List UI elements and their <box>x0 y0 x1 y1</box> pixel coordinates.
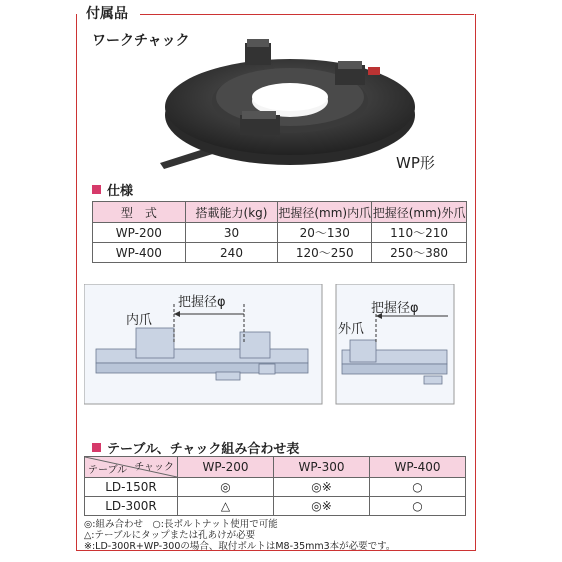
outer-jaw-label: 外爪 <box>338 322 365 337</box>
spec-cell: 240 <box>185 243 278 263</box>
section-title: 付属品 <box>84 3 134 23</box>
spec-heading <box>92 180 133 199</box>
spec-cell: WP-400 <box>93 243 186 263</box>
spec-cell: 110～210 <box>372 223 467 243</box>
spec-row <box>93 223 467 243</box>
inner-jaw-label: 内爪 <box>126 313 153 328</box>
combo-corner-cell <box>85 457 178 478</box>
combo-cell: ◎※ <box>274 478 370 497</box>
heading-bullet <box>92 185 101 194</box>
combo-row <box>85 497 466 516</box>
notes <box>84 519 395 552</box>
spec-cell: WP-200 <box>93 223 186 243</box>
spec-heading-text: 仕様 <box>107 184 134 199</box>
combo-col-header: WP-200 <box>178 457 274 478</box>
spec-cell: 20～130 <box>278 223 372 243</box>
spec-col-header: 把握径(mm)外爪 <box>372 202 467 223</box>
combo-col-header: WP-400 <box>370 457 466 478</box>
corner-table-label: テーブル <box>88 465 128 476</box>
corner-chuck-label: チャック <box>134 462 174 473</box>
spec-cell: 30 <box>185 223 278 243</box>
combo-header-row <box>85 457 466 478</box>
work-chuck-photo <box>150 35 420 175</box>
combo-row-label: LD-150R <box>85 478 178 497</box>
grip-diameter-label-right: 把握径φ <box>371 301 419 316</box>
combo-cell: ◎ <box>178 478 274 497</box>
photo-caption: ワークチャック <box>92 33 190 49</box>
combo-cell: ◎※ <box>274 497 370 516</box>
combo-heading <box>92 438 299 457</box>
combo-table <box>84 456 466 516</box>
spec-cell: 120～250 <box>278 243 372 263</box>
grip-diameter-label-left: 把握径φ <box>178 295 226 310</box>
combo-cell: ○ <box>370 478 466 497</box>
combo-col-header: WP-300 <box>274 457 370 478</box>
spec-col-header: 型 式 <box>93 202 186 223</box>
spec-row <box>93 243 467 263</box>
frame-top-line <box>140 14 474 15</box>
note-line: △:テーブルにタップまたは孔あけが必要 <box>84 530 256 541</box>
spec-table <box>92 201 467 263</box>
heading-bullet <box>92 443 101 452</box>
note-line: ※:LD-300R+WP-300の場合、取付ボルトはM8-35mm3本が必要です。 <box>84 541 396 552</box>
combo-cell: ○ <box>370 497 466 516</box>
spec-col-header: 搭載能力(kg) <box>185 202 278 223</box>
spec-header-row <box>93 202 467 223</box>
model-caption: WP形 <box>396 154 435 172</box>
combo-row <box>85 478 466 497</box>
spec-col-header: 把握径(mm)内爪 <box>278 202 372 223</box>
spec-cell: 250～380 <box>372 243 467 263</box>
note-line: ◎:組み合わせ ○:長ボルトナット使用で可能 <box>84 519 278 530</box>
combo-heading-text: テーブル、チャック組み合わせ表 <box>107 442 300 457</box>
combo-cell: △ <box>178 497 274 516</box>
combo-row-label: LD-300R <box>85 497 178 516</box>
